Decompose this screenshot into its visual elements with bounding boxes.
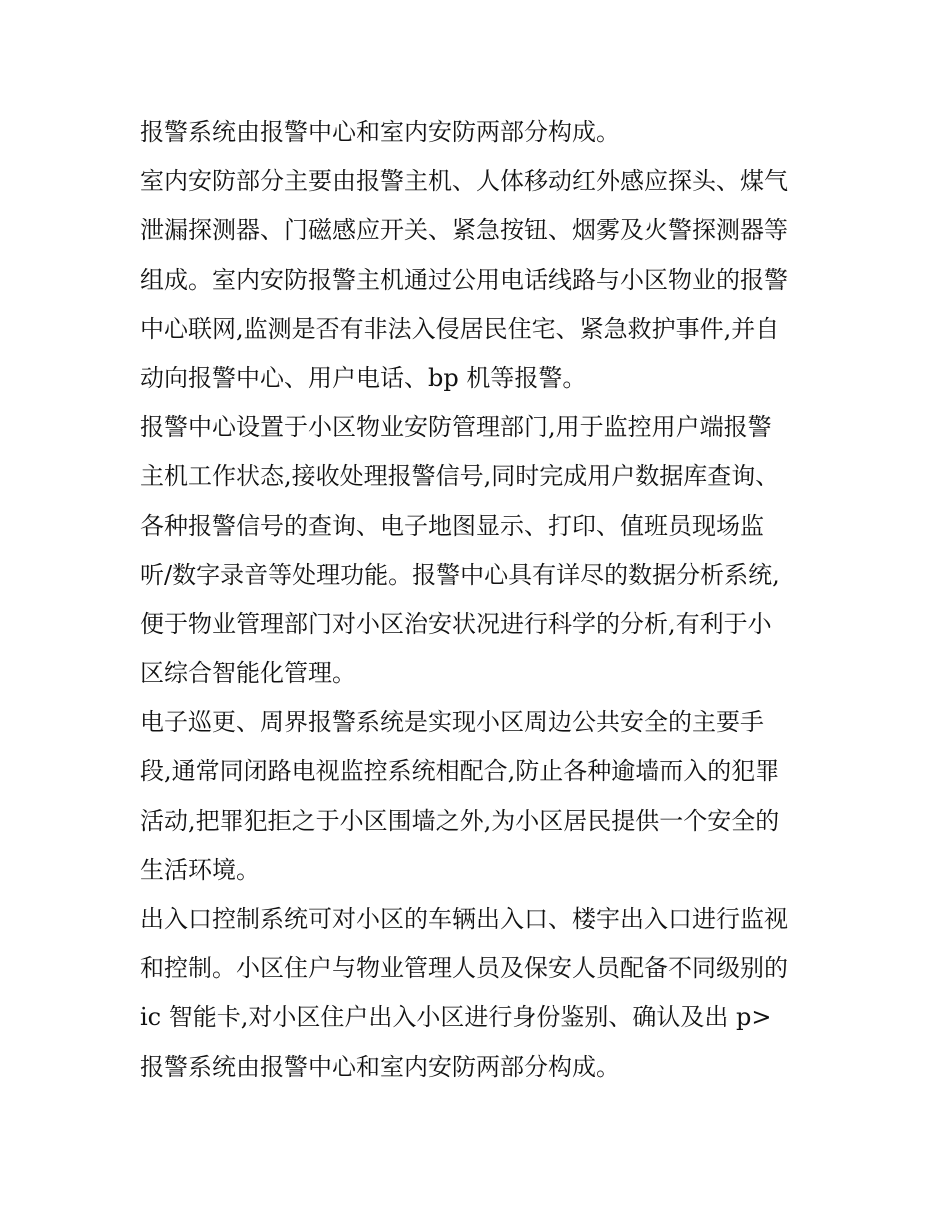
text-line: 报警系统由报警中心和室内安防两部分构成。 bbox=[140, 118, 620, 146]
text-line: 室内安防部分主要由报警主机、人体移动红外感应探头、煤气 bbox=[140, 167, 788, 196]
text-line: 和控制。小区住户与物业管理人员及保安人员配备不同级别的 bbox=[140, 954, 788, 983]
text-line: 出入口控制系统可对小区的车辆出入口、楼宇出入口进行监视 bbox=[140, 905, 788, 933]
text-line: 主机工作状态,接收处理报警信号,同时完成用户数据库查询、 bbox=[140, 462, 780, 491]
text-line: 活动,把罪犯拒之于小区围墙之外,为小区居民提供一个安全的 bbox=[140, 806, 780, 835]
document-body bbox=[140, 108, 820, 1092]
text-line: ic 智能卡,对小区住户出入小区进行身份鉴别、确认及出 p> bbox=[140, 1003, 772, 1032]
text-line: 各种报警信号的查询、电子地图显示、打印、值班员现场监 bbox=[140, 511, 764, 540]
text-line: 报警系统由报警中心和室内安防两部分构成。 bbox=[140, 1052, 620, 1081]
text-line: 动向报警中心、用户电话、bp 机等报警。 bbox=[140, 363, 587, 392]
text-line: 报警中心设置于小区物业安防管理部门,用于监控用户端报警 bbox=[140, 413, 772, 442]
text-line: 泄漏探测器、门磁感应开关、紧急按钮、烟雾及火警探测器等 bbox=[140, 216, 788, 245]
text-line: 段,通常同闭路电视监控系统相配合,防止各种逾墙而入的犯罪 bbox=[140, 757, 780, 786]
text-line: 生活环境。 bbox=[140, 855, 260, 884]
text-line: 电子巡更、周界报警系统是实现小区周边公共安全的主要手 bbox=[140, 708, 764, 737]
text-line: 便于物业管理部门对小区治安状况进行科学的分析,有利于小 bbox=[140, 609, 772, 638]
text-line: 区综合智能化管理。 bbox=[140, 659, 356, 688]
text-line: 听/数字录音等处理功能。报警中心具有详尽的数据分析系统, bbox=[140, 560, 780, 589]
text-line: 组成。室内安防报警主机通过公用电话线路与小区物业的报警 bbox=[140, 265, 788, 294]
text-line: 中心联网,监测是否有非法入侵居民住宅、紧急救护事件,并自 bbox=[140, 314, 780, 343]
